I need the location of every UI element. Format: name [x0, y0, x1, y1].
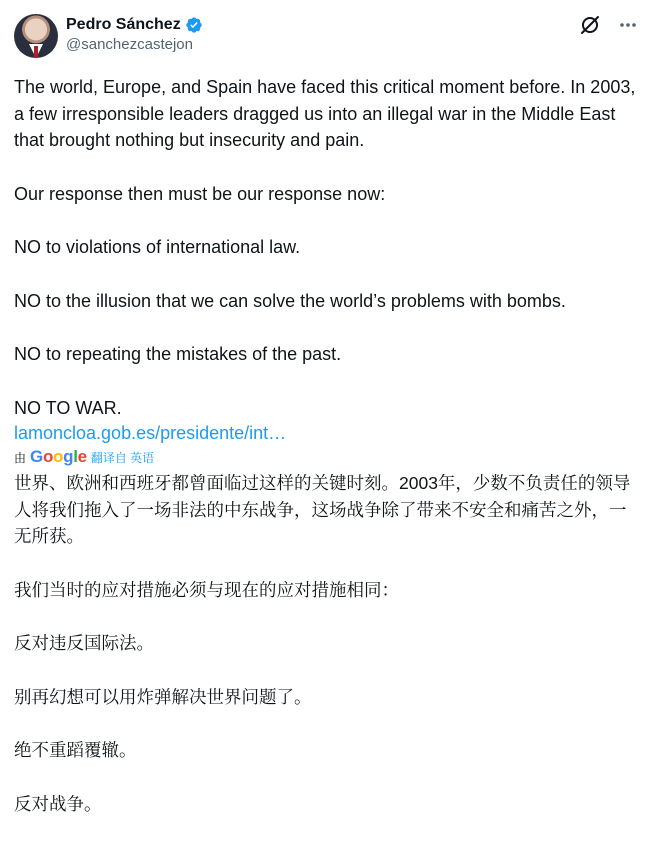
post-paragraph: NO TO WAR.	[14, 397, 122, 418]
verified-badge-icon	[185, 16, 203, 34]
translated-paragraph: 反对违反国际法。	[14, 633, 154, 653]
translated-paragraph: 我们当时的应对措施必须与现在的应对措施相同：	[14, 579, 399, 600]
translated-from-link[interactable]: 翻译自 英语	[90, 450, 155, 465]
author-info[interactable]	[66, 15, 203, 55]
post-paragraph: Our response then must be our response now:	[14, 183, 386, 204]
more-icon[interactable]	[618, 15, 638, 35]
post-link[interactable]: lamoncloa.gob.es/presidente/int…	[14, 423, 287, 443]
author-display-name[interactable]: Pedro Sánchez	[66, 16, 181, 33]
user-avatar[interactable]	[14, 14, 58, 58]
translated-paragraph: 反对战争。	[14, 793, 102, 814]
post-text	[14, 74, 638, 445]
translated-paragraph: 别再幻想可以用炸弹解决世界问题了。	[14, 686, 312, 707]
grok-icon[interactable]	[580, 15, 600, 35]
translated-text	[14, 470, 638, 844]
google-logo: Google	[30, 447, 87, 466]
translated-paragraph: 绝不重蹈覆辙。	[14, 740, 137, 760]
translation-attribution	[14, 446, 154, 468]
post-paragraph: NO to violations of international law.	[14, 237, 301, 257]
translation-by-label: 由	[14, 450, 27, 465]
post-paragraph: NO to repeating the mistakes of the past.	[14, 344, 342, 364]
author-handle[interactable]: @sanchezcastejon	[66, 36, 193, 53]
post-paragraph: NO to the illusion that we can solve the world’s problems with bombs.	[14, 290, 566, 311]
post-header	[14, 14, 638, 60]
translated-paragraph: 世界、欧洲和西班牙都曾面临过这样的关键时刻。2003年，少数不负责任的领导人将我们拖入了一场非法的中东战争，这场战争除了带来不安全和痛苦之外，一无所获。	[14, 473, 631, 546]
post-paragraph: The world, Europe, and Spain have faced this critical moment before. In 2003, a few irresponsible leaders dragged us into an illegal war in the Middle East that brought nothing but insecurity and pain.	[14, 77, 636, 150]
